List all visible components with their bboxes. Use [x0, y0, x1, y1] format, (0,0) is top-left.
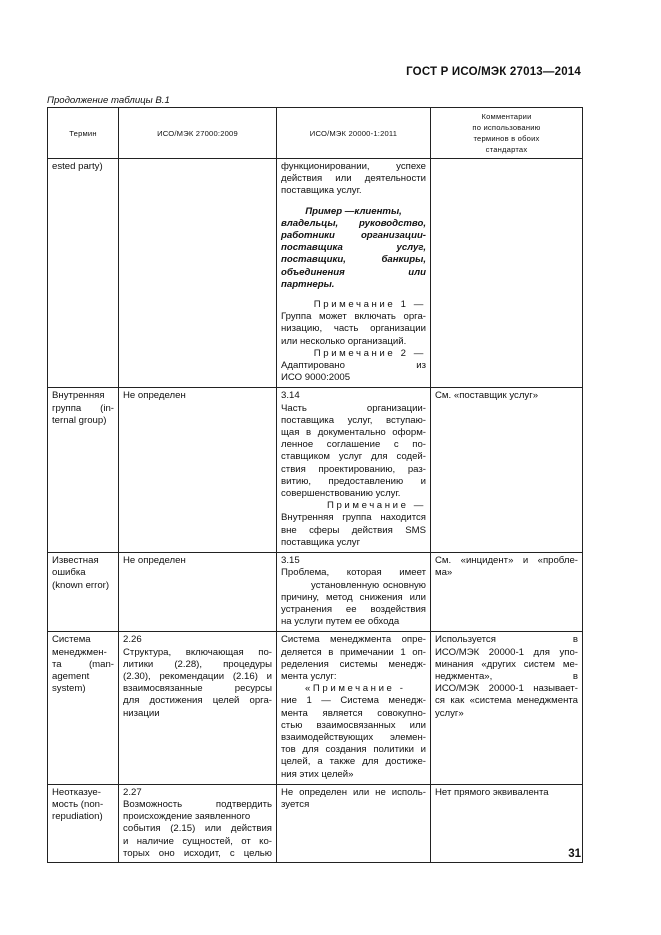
example-text: Пример —клиенты, владельцы, руководство, работники организации- поставщика услуг, поставщики, банкиры, объединения или партнеры.: [281, 205, 426, 290]
iso20000-cell: функционировании, успехе действия или деятельности поставщика услуг. Пример —клиенты, владельцы, руководство, работники организации- поставщика услуг, поставщики, банкиры, объединения или партнеры. Примечание 1 — Группа может включать орга- низацию, часть организации или несколько организаций. Примечание 2 — Адаптировано из ИСО 9000:2005: [277, 159, 431, 388]
term-cell: Система менеджмен- та (man- agement system): [48, 632, 119, 784]
table-row: [48, 159, 583, 388]
iso20000-cell: 3.14 Часть организации- поставщика услуг, вступаю- щая в документально оформ- ленное соглашение с по- ставщиком услуг для содей- ствия проектированию, раз- витию, предоставлению и совершенствованию услуг. Примечание — Внутренняя группа находится вне сферы действия SMS поставщика услуг: [277, 388, 431, 553]
iso27000-cell: 2.26 Структура, включающая по- литики (2.28), процедуры (2.30), рекомендации (2.16) и взаимосвязанные ресурсы для достижения целей орга- низации: [119, 632, 277, 784]
table-header-row: [48, 108, 583, 159]
comment-cell: Нет прямого эквивалента: [431, 784, 583, 862]
term-cell: Внутренняя группа (in- ternal group): [48, 388, 119, 553]
comment-cell: См. «поставщик услуг»: [431, 388, 583, 553]
iso27000-cell: [119, 159, 277, 388]
document-code-header: ГОСТ Р ИСО/МЭК 27013—2014: [406, 66, 581, 78]
table-row: [48, 632, 583, 784]
iso27000-cell: 2.27 Возможность подтвердить происхождение заявленного события (2.15) или действия и наличие сущностей, от ко- торых оно исходит, с целью: [119, 784, 277, 862]
note-title: Примечание —: [327, 500, 426, 512]
column-header-iso27000: ИСО/МЭК 27000:2009: [119, 108, 277, 159]
page-number: 31: [568, 848, 581, 860]
iso20000-cell: Система менеджмента опре- деляется в примечании 1 оп- ределения системы менедж- мента услуг: «Примечание - ние 1 — Система менедж- мента является совокупно- стью взаимосвязанных или взаимодействующих элемен- тов для создания политики и целей, а также для достиже- ния этих целей»: [277, 632, 431, 784]
note-title: Примечание 1 —: [313, 299, 426, 311]
iso27000-cell: Не определен: [119, 553, 277, 632]
table-row: [48, 388, 583, 553]
table-row: [48, 784, 583, 862]
comparison-table: [47, 107, 583, 863]
iso20000-cell: 3.15 Проблема, которая имеет установленную основную причину, метод снижения или устранения ее воздействия на услуги путем ее обхода: [277, 553, 431, 632]
table-row: [48, 553, 583, 632]
column-header-comments: Комментарии по использованию терминов в обоих стандартах: [431, 108, 583, 159]
table-caption: Продолжение таблицы В.1: [47, 95, 170, 106]
comment-cell: Используется в ИСО/МЭК 20000-1 для упо- минания «других систем ме- неджмента», в ИСО/МЭК 20000-1 называет- ся как «система менеджмента услуг»: [431, 632, 583, 784]
term-cell: ested party): [48, 159, 119, 388]
term-cell: Известная ошибка (known error): [48, 553, 119, 632]
column-header-iso20000: ИСО/МЭК 20000-1:2011: [277, 108, 431, 159]
iso20000-cell: Не определен или не исполь- зуется: [277, 784, 431, 862]
comment-cell: [431, 159, 583, 388]
column-header-term: Термин: [48, 108, 119, 159]
comment-cell: См. «инцидент» и «пробле- ма»: [431, 553, 583, 632]
note-title: Примечание 2 —: [313, 347, 426, 359]
term-cell: Неотказуе- мость (non- repudiation): [48, 784, 119, 862]
iso27000-cell: Не определен: [119, 388, 277, 553]
